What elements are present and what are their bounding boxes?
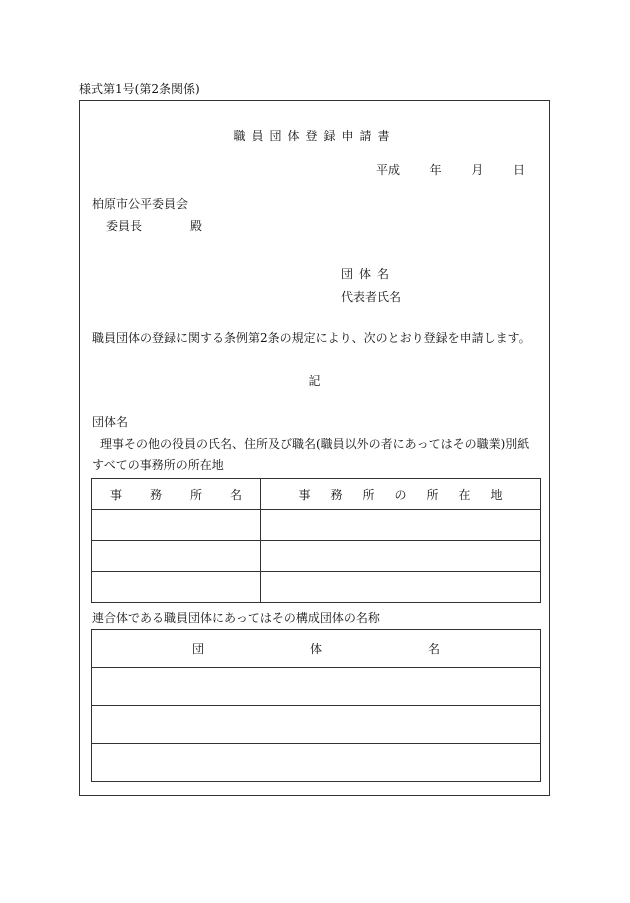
offices-table	[91, 478, 541, 603]
constituent-name-cell[interactable]	[92, 744, 541, 782]
date-month: 月	[471, 163, 484, 177]
item-group-name: 団体名	[92, 415, 129, 429]
constituent-groups-table	[91, 629, 541, 782]
office-name-cell[interactable]	[92, 510, 261, 541]
addressee-chair: 委員長	[106, 219, 143, 233]
applicant-representative-label: 代表者氏名	[341, 290, 402, 304]
table-row	[92, 706, 541, 744]
office-name-cell[interactable]	[92, 541, 261, 572]
constituent-table-header	[92, 630, 541, 668]
office-address-cell[interactable]	[261, 510, 541, 541]
date-era: 平成	[375, 163, 400, 177]
constituent-name-cell[interactable]	[92, 668, 541, 706]
table-row	[92, 541, 541, 572]
addressee-title	[106, 217, 202, 234]
table-row	[92, 572, 541, 603]
office-address-cell[interactable]	[261, 541, 541, 572]
date-year: 年	[429, 163, 442, 177]
table-row	[92, 744, 541, 782]
form-title: 職員団体登録申請書	[233, 129, 396, 143]
constituent-name-cell[interactable]	[92, 706, 541, 744]
application-form	[79, 100, 550, 796]
addressee-honorific: 殿	[190, 219, 203, 233]
application-statement: 職員団体の登録に関する条例第2条の規定により、次のとおり登録を申請します。	[92, 331, 531, 345]
applicant-group-name-label: 団体名	[341, 267, 396, 281]
office-address-header: 事 務 所 の 所 在 地	[261, 479, 541, 510]
date-line	[376, 161, 525, 178]
item-officers: 理事その他の役員の氏名、住所及び職名(職員以外の者にあってはその職業)別紙	[100, 437, 530, 451]
table-row	[92, 668, 541, 706]
date-day: 日	[512, 163, 525, 177]
table-row	[92, 510, 541, 541]
item-federation: 連合体である職員団体にあってはその構成団体の名称	[92, 611, 380, 625]
office-address-cell[interactable]	[261, 572, 541, 603]
offices-table-header	[92, 479, 541, 510]
constituent-name-header: 団 体 名	[92, 630, 541, 668]
ki-heading: 記	[308, 374, 321, 388]
office-name-header: 事 務 所 名	[92, 479, 261, 510]
item-offices: すべての事務所の所在地	[92, 458, 224, 472]
office-name-cell[interactable]	[92, 572, 261, 603]
addressee-organization: 柏原市公平委員会	[92, 197, 189, 211]
form-number: 様式第1号(第2条関係)	[79, 82, 200, 96]
